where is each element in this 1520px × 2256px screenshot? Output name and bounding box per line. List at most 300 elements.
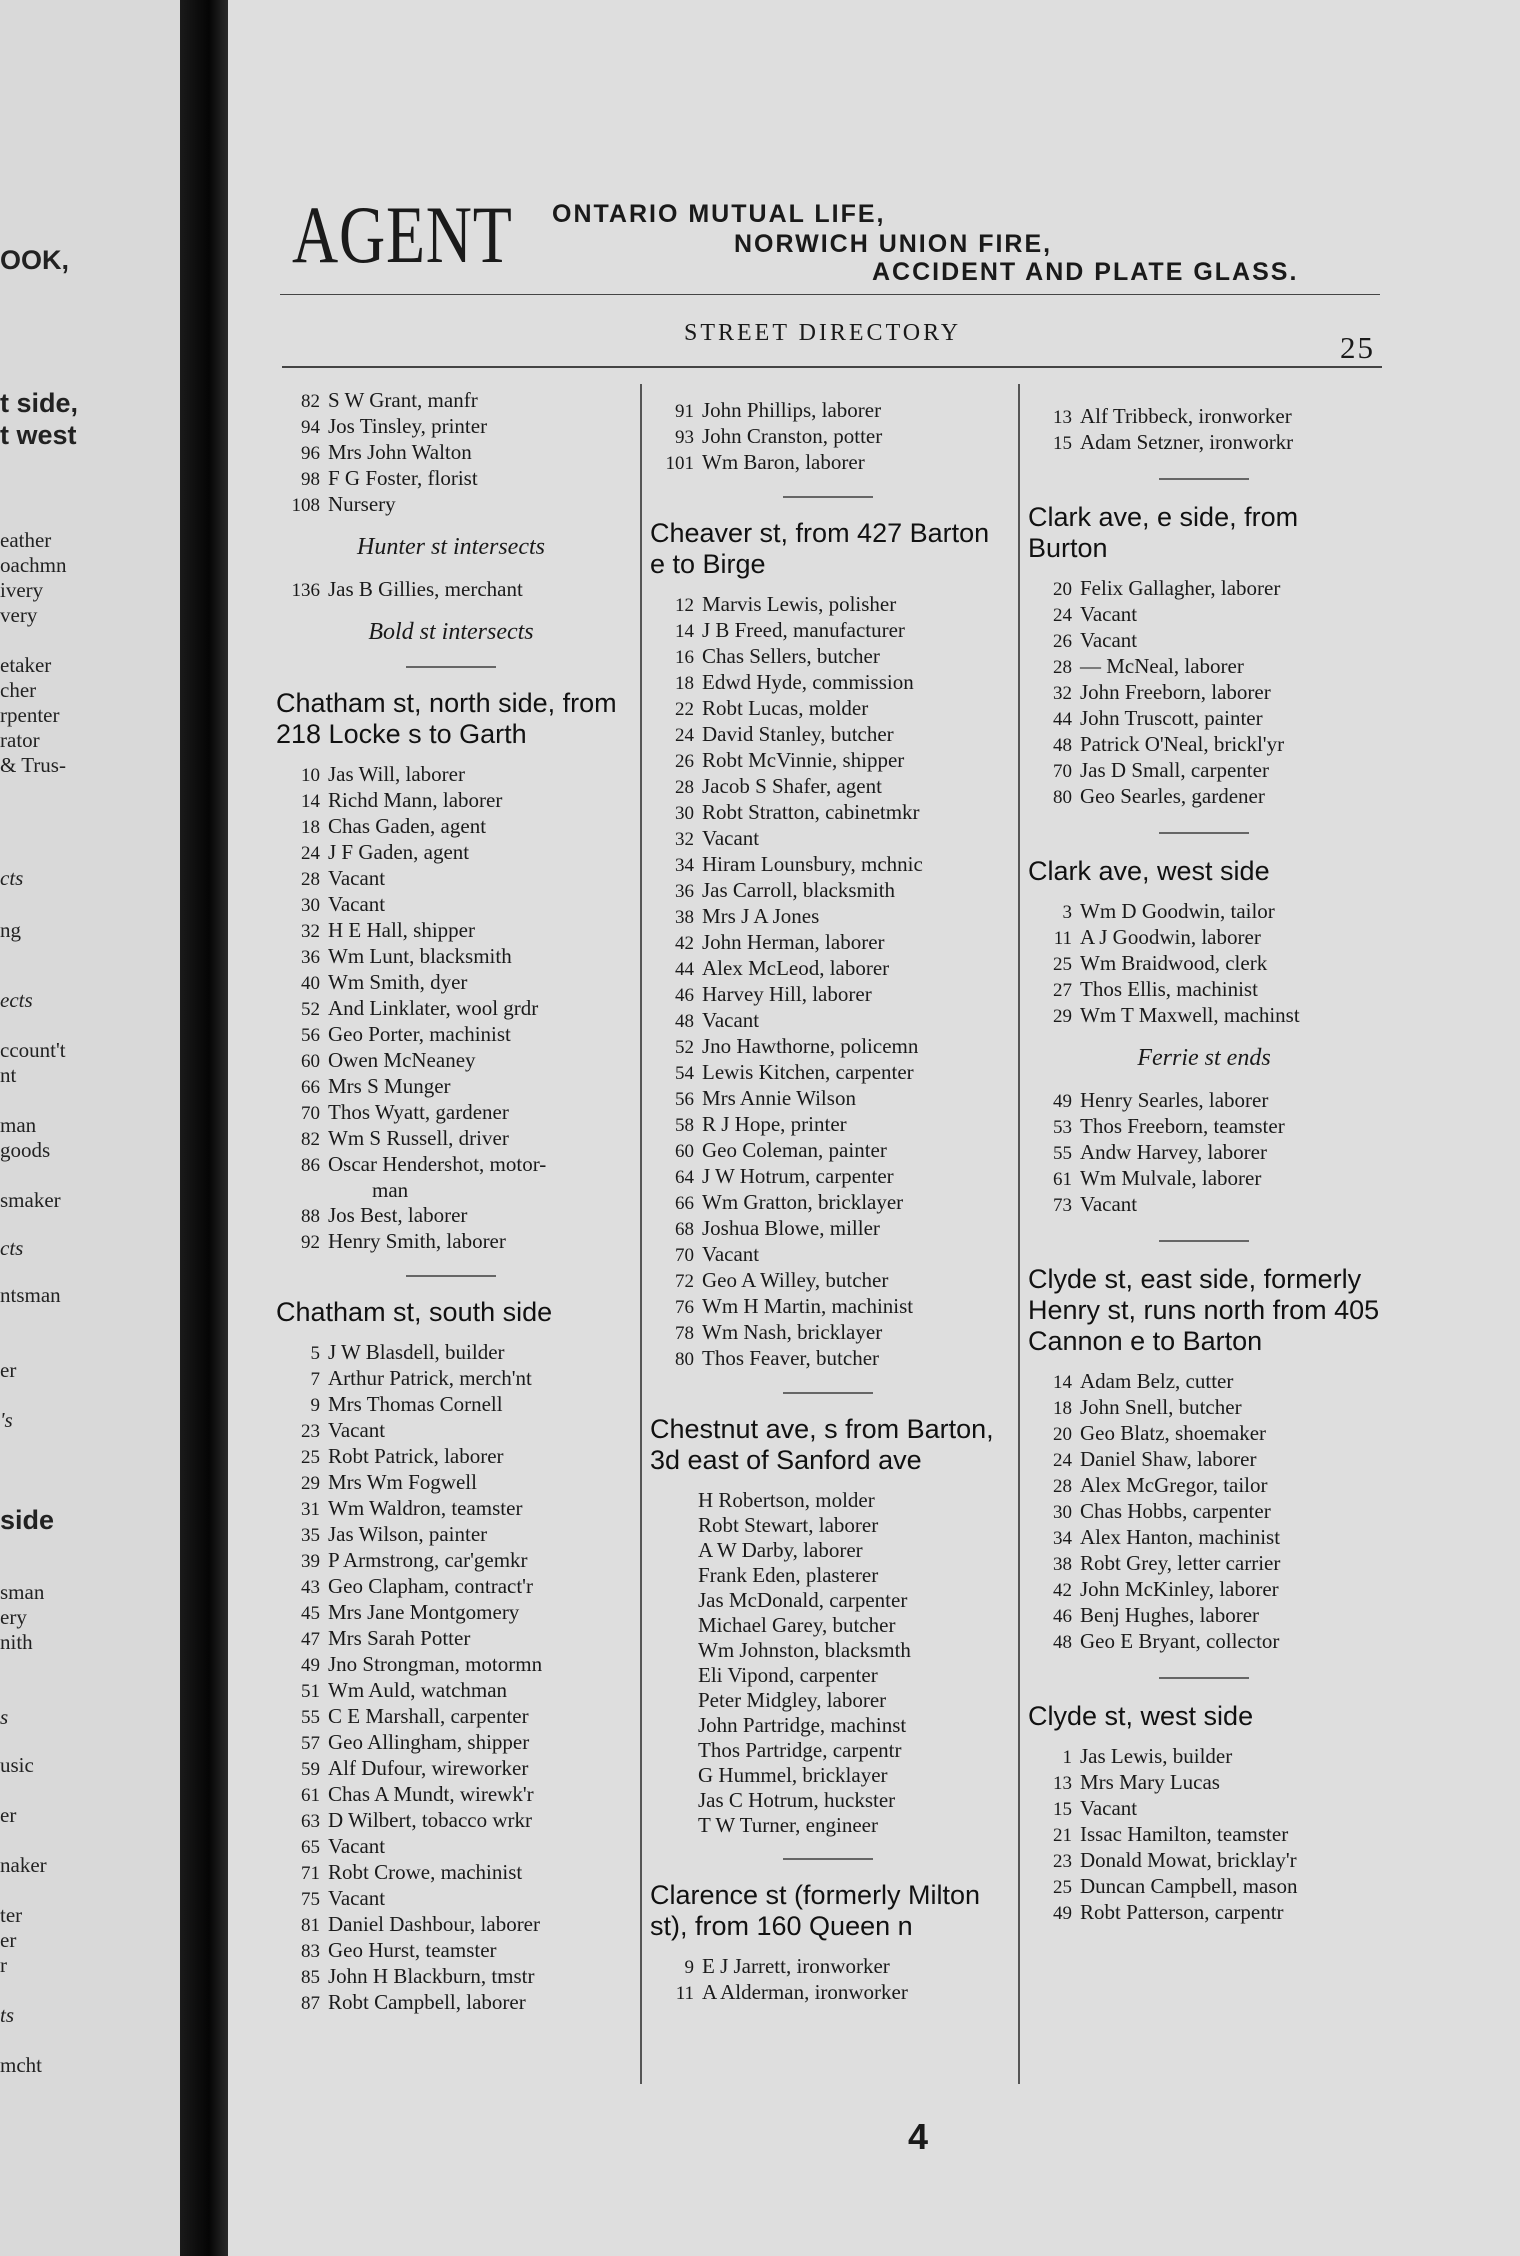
directory-entry — [276, 1652, 626, 1678]
resident-name: Vacant — [328, 866, 386, 890]
directory-entry — [276, 388, 626, 414]
resident-name: Thos Partridge, carpentr — [698, 1738, 902, 1762]
directory-entry — [276, 1990, 626, 2016]
house-number: 46 — [675, 985, 694, 1006]
house-number: 78 — [675, 1323, 694, 1344]
house-number: 26 — [1053, 631, 1072, 652]
resident-name: Mrs Mary Lucas — [1080, 1770, 1220, 1794]
house-number: 16 — [675, 647, 694, 668]
house-number: 70 — [675, 1245, 694, 1266]
resident-name: Vacant — [702, 826, 760, 850]
directory-entry — [650, 1563, 1006, 1588]
prev-page-text: er — [0, 1928, 17, 1952]
house-number: 48 — [675, 1011, 694, 1032]
directory-entry — [650, 1488, 1006, 1513]
house-number: 24 — [1053, 605, 1072, 626]
house-number: 13 — [1053, 1773, 1072, 1794]
resident-name: A W Darby, laborer — [698, 1538, 863, 1562]
directory-entry — [276, 840, 626, 866]
house-number: 28 — [1053, 657, 1072, 678]
resident-name: Felix Gallagher, laborer — [1080, 576, 1281, 600]
resident-name: Wm Johnston, blacksmth — [698, 1638, 911, 1662]
house-number: 108 — [291, 495, 320, 516]
resident-name: Geo Searles, gardener — [1080, 784, 1265, 808]
resident-name: John Snell, butcher — [1080, 1395, 1242, 1419]
resident-name: Thos Freeborn, teamster — [1080, 1114, 1285, 1138]
resident-name: R J Hope, printer — [702, 1112, 847, 1136]
house-number: 28 — [675, 777, 694, 798]
directory-entry — [650, 1294, 1006, 1320]
directory-entry — [650, 1268, 1006, 1294]
resident-name: Mrs J A Jones — [702, 904, 820, 928]
directory-entry — [276, 492, 626, 518]
house-number: 11 — [675, 1983, 694, 2004]
prev-page-text: sman — [0, 1580, 45, 1604]
house-number: 61 — [1053, 1169, 1072, 1190]
prev-page-text: s — [0, 1705, 9, 1729]
resident-name: J W Blasdell, builder — [328, 1340, 505, 1364]
house-number: 55 — [301, 1707, 320, 1728]
house-number: 98 — [301, 469, 320, 490]
house-number: 60 — [675, 1141, 694, 1162]
resident-name: G Hummel, bricklayer — [698, 1763, 888, 1787]
directory-entry — [650, 1788, 1006, 1813]
house-number: 56 — [675, 1089, 694, 1110]
resident-name: Jas Wilson, painter — [328, 1522, 488, 1546]
house-number: 30 — [1053, 1502, 1072, 1523]
resident-name: Richd Mann, laborer — [328, 788, 503, 812]
directory-entry — [276, 1886, 626, 1912]
resident-name: Mrs Annie Wilson — [702, 1086, 856, 1110]
insurance-line-1: ONTARIO MUTUAL LIFE, — [552, 200, 886, 228]
directory-entry — [276, 1548, 626, 1574]
resident-name: Wm T Maxwell, machinst — [1080, 1003, 1300, 1027]
house-number: 34 — [1053, 1528, 1072, 1549]
resident-name: H E Hall, shipper — [328, 918, 475, 942]
resident-name: Wm Smith, dyer — [328, 970, 468, 994]
street-heading: Clark ave, e side, from Burton — [1028, 502, 1299, 563]
resident-name: A Alderman, ironworker — [702, 1980, 908, 2004]
house-number: 71 — [301, 1863, 320, 1884]
resident-name: Vacant — [702, 1008, 760, 1032]
resident-name: Chas Sellers, butcher — [702, 644, 880, 668]
house-number: 80 — [1053, 787, 1072, 808]
resident-name: S W Grant, manfr — [328, 388, 478, 412]
resident-name: Vacant — [702, 1242, 760, 1266]
resident-name: Alf Tribbeck, ironworker — [1080, 404, 1292, 428]
street-heading: Chatham st, north side, from 218 Locke s to Garth — [276, 688, 617, 749]
column-rule-1 — [640, 384, 642, 2084]
directory-entry — [1028, 1577, 1380, 1603]
directory-entry — [276, 1756, 626, 1782]
resident-name: Vacant — [328, 1834, 386, 1858]
directory-entry — [1028, 1822, 1380, 1848]
resident-name: Robt Stewart, laborer — [698, 1513, 879, 1537]
prev-page-text: ts — [0, 2003, 15, 2027]
resident-name: F G Foster, florist — [328, 466, 478, 490]
directory-entry — [276, 1808, 626, 1834]
house-number: 18 — [1053, 1398, 1072, 1419]
directory-entry — [650, 1954, 1006, 1980]
resident-name: E J Jarrett, ironworker — [702, 1954, 890, 1978]
directory-entry — [1028, 899, 1380, 925]
resident-name: Peter Midgley, laborer — [698, 1688, 887, 1712]
directory-entry — [650, 1763, 1006, 1788]
prev-page-text: eather — [0, 528, 52, 552]
directory-entry — [1028, 1499, 1380, 1525]
directory-entry — [276, 1178, 626, 1203]
resident-name: Jas Will, laborer — [328, 762, 465, 786]
directory-entry — [1028, 784, 1380, 810]
house-number: 34 — [675, 855, 694, 876]
directory-entry — [1028, 1874, 1380, 1900]
directory-entry — [1028, 1003, 1380, 1029]
resident-name: Geo Clapham, contract'r — [328, 1574, 533, 1598]
resident-name: Lewis Kitchen, carpenter — [702, 1060, 914, 1084]
directory-entry — [276, 1522, 626, 1548]
resident-name: Geo Hurst, teamster — [328, 1938, 497, 1962]
directory-entry — [650, 1713, 1006, 1738]
resident-name: Jas Carroll, blacksmith — [702, 878, 896, 902]
directory-entry — [1028, 1629, 1380, 1655]
house-number: 82 — [301, 1129, 320, 1150]
column-2 — [650, 398, 1006, 2006]
directory-entry — [650, 1138, 1006, 1164]
previous-page-edge — [0, 0, 180, 2256]
intersection-note: Ferrie st ends — [1137, 1045, 1271, 1071]
directory-entry — [650, 774, 1006, 800]
prev-page-text: OOK, — [0, 245, 70, 275]
directory-entry — [276, 996, 626, 1022]
directory-entry — [650, 722, 1006, 748]
directory-entry — [276, 1022, 626, 1048]
directory-entry — [650, 1613, 1006, 1638]
directory-entry — [276, 762, 626, 788]
house-number: 52 — [675, 1037, 694, 1058]
resident-name: Thos Feaver, butcher — [702, 1346, 880, 1370]
house-number: 46 — [1053, 1606, 1072, 1627]
directory-entry — [650, 1086, 1006, 1112]
directory-entry — [276, 1678, 626, 1704]
directory-entry — [276, 892, 626, 918]
street-heading: Clark ave, west side — [1028, 856, 1270, 886]
directory-entry — [1028, 1848, 1380, 1874]
intersection-note: Bold st intersects — [368, 619, 534, 645]
resident-name: Adam Setzner, ironworkr — [1080, 430, 1294, 454]
section-separator — [783, 1858, 873, 1860]
resident-name: Wm Mulvale, laborer — [1080, 1166, 1262, 1190]
insurance-line-2: NORWICH UNION FIRE, — [734, 230, 1053, 258]
directory-entry — [650, 956, 1006, 982]
directory-entry — [276, 918, 626, 944]
directory-entry — [276, 1626, 626, 1652]
prev-page-text: er — [0, 1358, 17, 1382]
directory-entry — [1028, 1140, 1380, 1166]
house-number: 32 — [1053, 683, 1072, 704]
house-number: 81 — [301, 1915, 320, 1936]
resident-name: Wm Nash, bricklayer — [702, 1320, 883, 1344]
column-1 — [276, 388, 626, 2016]
directory-entry — [276, 1074, 626, 1100]
directory-entry — [650, 1738, 1006, 1763]
resident-name: Robt Patterson, carpentr — [1080, 1900, 1284, 1924]
directory-entry — [276, 1418, 626, 1444]
prev-page-text: t side, — [0, 388, 79, 418]
directory-entry — [276, 814, 626, 840]
resident-name: John McKinley, laborer — [1080, 1577, 1279, 1601]
agent-title: AGENT — [292, 189, 513, 280]
house-number: 101 — [665, 453, 694, 474]
resident-name: And Linklater, wool grdr — [328, 996, 539, 1020]
resident-name: Robt Campbell, laborer — [328, 1990, 526, 2014]
resident-name: man — [372, 1178, 409, 1202]
prev-page-text: ng — [0, 918, 21, 942]
prev-page-text: r — [0, 1953, 7, 1977]
resident-name: P Armstrong, car'gemkr — [328, 1548, 528, 1572]
resident-name: Hiram Lounsbury, mchnic — [702, 852, 923, 876]
section-separator — [1159, 478, 1249, 480]
directory-entry — [276, 1704, 626, 1730]
resident-name: Vacant — [328, 1418, 386, 1442]
directory-entry — [276, 1229, 626, 1255]
directory-entry — [1028, 1192, 1380, 1218]
house-number: 38 — [1053, 1554, 1072, 1575]
resident-name: John Partridge, machinst — [698, 1713, 907, 1737]
resident-name: Patrick O'Neal, brickl'yr — [1080, 732, 1285, 756]
resident-name: C E Marshall, carpenter — [328, 1704, 529, 1728]
resident-name: Issac Hamilton, teamster — [1080, 1822, 1289, 1846]
directory-entry — [1028, 1473, 1380, 1499]
directory-entry — [650, 1663, 1006, 1688]
house-number: 83 — [301, 1941, 320, 1962]
house-number: 36 — [301, 947, 320, 968]
street-heading: Clyde st, west side — [1028, 1701, 1254, 1731]
directory-entry — [1028, 732, 1380, 758]
house-number: 15 — [1053, 433, 1072, 454]
house-number: 29 — [301, 1473, 320, 1494]
resident-name: Vacant — [328, 892, 386, 916]
resident-name: H Robertson, molder — [698, 1488, 875, 1512]
resident-name: Daniel Shaw, laborer — [1080, 1447, 1257, 1471]
house-number: 23 — [301, 1421, 320, 1442]
directory-entry — [1028, 1525, 1380, 1551]
house-number: 20 — [1053, 1424, 1072, 1445]
directory-entry — [650, 1190, 1006, 1216]
directory-entry — [276, 1912, 626, 1938]
house-number: 21 — [1053, 1825, 1072, 1846]
house-number: 47 — [301, 1629, 320, 1650]
house-number: 49 — [1053, 1091, 1072, 1112]
house-number: 24 — [301, 843, 320, 864]
prev-page-text: & Trus- — [0, 753, 66, 777]
section-separator — [406, 1275, 496, 1277]
directory-entry — [650, 398, 1006, 424]
resident-name: John Cranston, potter — [702, 424, 883, 448]
prev-page-text: smaker — [0, 1188, 61, 1212]
column-3 — [1028, 404, 1380, 1926]
prev-page-text: ects — [0, 988, 33, 1012]
directory-entry — [1028, 1770, 1380, 1796]
directory-entry — [650, 450, 1006, 476]
directory-entry — [650, 618, 1006, 644]
house-number: 18 — [675, 673, 694, 694]
directory-entry — [276, 1340, 626, 1366]
resident-name: Jas Lewis, builder — [1080, 1744, 1233, 1768]
house-number: 64 — [675, 1167, 694, 1188]
resident-name: Vacant — [1080, 1192, 1138, 1216]
resident-name: Mrs Jane Montgomery — [328, 1600, 520, 1624]
directory-entry — [1028, 404, 1380, 430]
house-number: 48 — [1053, 735, 1072, 756]
house-number: 44 — [675, 959, 694, 980]
directory-entry — [276, 1574, 626, 1600]
directory-entry — [1028, 1421, 1380, 1447]
directory-entry — [1028, 1900, 1380, 1926]
house-number: 14 — [301, 791, 320, 812]
resident-name: Chas Gaden, agent — [328, 814, 487, 838]
house-number: 68 — [675, 1219, 694, 1240]
directory-entry — [276, 970, 626, 996]
directory-entry — [1028, 628, 1380, 654]
house-number: 66 — [675, 1193, 694, 1214]
house-number: 38 — [675, 907, 694, 928]
resident-name: Adam Belz, cutter — [1080, 1369, 1234, 1393]
house-number: 53 — [1053, 1117, 1072, 1138]
resident-name: Robt Patrick, laborer — [328, 1444, 504, 1468]
directory-entry — [650, 1216, 1006, 1242]
directory-entry — [650, 852, 1006, 878]
directory-entry — [1028, 1744, 1380, 1770]
resident-name: Robt Stratton, cabinetmkr — [702, 800, 920, 824]
directory-entry — [1028, 1114, 1380, 1140]
resident-name: Geo Blatz, shoemaker — [1080, 1421, 1267, 1445]
resident-name: Wm Gratton, bricklayer — [702, 1190, 904, 1214]
directory-entry — [1028, 1395, 1380, 1421]
house-number: 92 — [301, 1232, 320, 1253]
resident-name: Jno Hawthorne, policemn — [702, 1034, 919, 1058]
directory-entry — [650, 826, 1006, 852]
house-number: 9 — [310, 1395, 320, 1416]
directory-entry — [276, 1964, 626, 1990]
directory-entry — [276, 1048, 626, 1074]
resident-name: Harvey Hill, laborer — [702, 982, 872, 1006]
directory-entry — [276, 1392, 626, 1418]
house-number: 1 — [1062, 1747, 1072, 1768]
section-separator — [406, 666, 496, 668]
resident-name: Jos Best, laborer — [328, 1203, 468, 1227]
house-number: 55 — [1053, 1143, 1072, 1164]
directory-entry — [650, 696, 1006, 722]
house-number: 14 — [1053, 1372, 1072, 1393]
house-number: 66 — [301, 1077, 320, 1098]
resident-name: Vacant — [1080, 628, 1138, 652]
house-number: 7 — [310, 1369, 320, 1390]
house-number: 72 — [675, 1271, 694, 1292]
prev-page-text: mcht — [0, 2053, 42, 2077]
directory-entry — [1028, 430, 1380, 456]
resident-name: Wm Waldron, teamster — [328, 1496, 523, 1520]
house-number: 87 — [301, 1993, 320, 2014]
resident-name: Geo Coleman, painter — [702, 1138, 887, 1162]
resident-name: Vacant — [328, 1886, 386, 1910]
resident-name: Jacob S Shafer, agent — [702, 774, 882, 798]
directory-entry — [276, 1203, 626, 1229]
house-number: 93 — [675, 427, 694, 448]
resident-name: Edwd Hyde, commission — [702, 670, 914, 694]
resident-name: J B Freed, manufacturer — [702, 618, 905, 642]
directory-entry — [650, 1813, 1006, 1838]
prev-page-text: er — [0, 1803, 17, 1827]
directory-entry — [650, 1060, 1006, 1086]
resident-name: Robt Grey, letter carrier — [1080, 1551, 1281, 1575]
house-number: 39 — [301, 1551, 320, 1572]
house-number: 9 — [684, 1957, 694, 1978]
directory-entry — [276, 866, 626, 892]
house-number: 85 — [301, 1967, 320, 1988]
resident-name: Joshua Blowe, miller — [702, 1216, 880, 1240]
house-number: 48 — [1053, 1632, 1072, 1653]
house-number: 12 — [675, 595, 694, 616]
resident-name: Chas Hobbs, carpenter — [1080, 1499, 1271, 1523]
resident-name: Wm D Goodwin, tailor — [1080, 899, 1275, 923]
house-number: 51 — [301, 1681, 320, 1702]
resident-name: John Freeborn, laborer — [1080, 680, 1271, 704]
resident-name: Geo Allingham, shipper — [328, 1730, 530, 1754]
directory-entry — [650, 1688, 1006, 1713]
directory-entry — [276, 1938, 626, 1964]
prev-page-text: 's — [0, 1408, 13, 1432]
house-number: 54 — [675, 1063, 694, 1084]
house-number: 32 — [301, 921, 320, 942]
directory-entry — [650, 748, 1006, 774]
directory-entry — [650, 644, 1006, 670]
resident-name: David Stanley, butcher — [702, 722, 894, 746]
resident-name: Geo Porter, machinist — [328, 1022, 511, 1046]
resident-name: Owen McNeaney — [328, 1048, 476, 1072]
house-number: 44 — [1053, 709, 1072, 730]
prev-page-text: nt — [0, 1063, 17, 1087]
resident-name: John Phillips, laborer — [702, 398, 882, 422]
directory-entry — [650, 592, 1006, 618]
house-number: 49 — [1053, 1903, 1072, 1924]
directory-entry — [276, 1100, 626, 1126]
resident-name: Mrs John Walton — [328, 440, 472, 464]
resident-name: Alex McGregor, tailor — [1080, 1473, 1268, 1497]
house-number: 136 — [291, 580, 320, 601]
page-number: 25 — [1340, 330, 1375, 365]
house-number: 82 — [301, 391, 320, 412]
street-heading: Clarence st (formerly Milton st), from 160 Queen n — [650, 1880, 981, 1941]
resident-name: Mrs Sarah Potter — [328, 1626, 471, 1650]
directory-entry — [1028, 680, 1380, 706]
prev-page-text: etaker — [0, 653, 52, 677]
directory-entry — [650, 424, 1006, 450]
house-number: 76 — [675, 1297, 694, 1318]
directory-entry — [276, 788, 626, 814]
resident-name: Wm Braidwood, clerk — [1080, 951, 1268, 975]
directory-entry — [1028, 977, 1380, 1003]
directory-entry — [650, 1538, 1006, 1563]
house-number: 63 — [301, 1811, 320, 1832]
resident-name: Wm Auld, watchman — [328, 1678, 508, 1702]
resident-name: Wm Baron, laborer — [702, 450, 865, 474]
resident-name: Marvis Lewis, polisher — [702, 592, 897, 616]
directory-entry — [1028, 1166, 1380, 1192]
resident-name: T W Turner, engineer — [698, 1813, 878, 1837]
resident-name: Henry Searles, laborer — [1080, 1088, 1269, 1112]
resident-name: J F Gaden, agent — [328, 840, 470, 864]
book-gutter — [180, 0, 228, 2256]
